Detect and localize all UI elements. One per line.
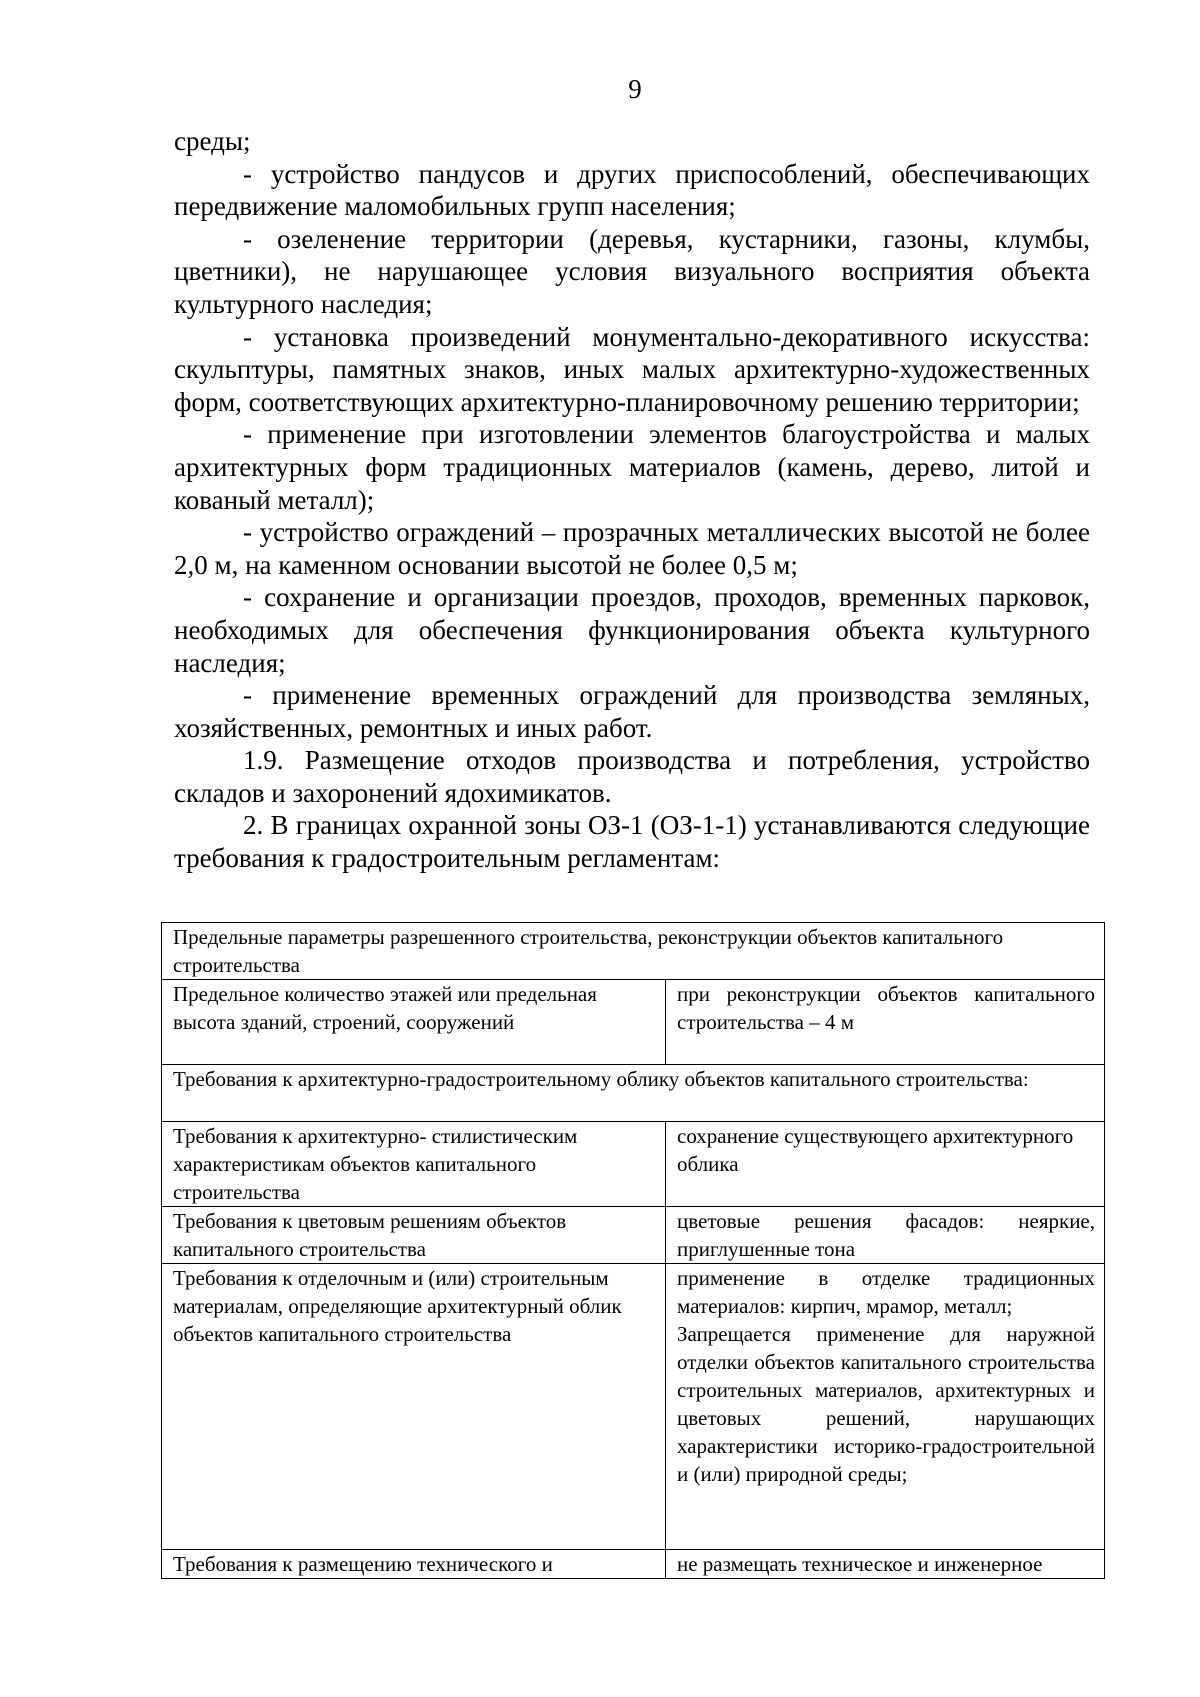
list-item-temporary-fences: - применение временных ограждений для производства земляных, хозяйственных, ремонтных и иных работ. bbox=[174, 680, 1090, 743]
list-item-greening: - озеленение территории (деревья, кустарники, газоны, клумбы, цветники), не нарушающее условия визуального восприятия объекта культурного наследия; bbox=[174, 223, 1090, 319]
table-section-header: Требования к архитектурно-градостроительному облику объектов капитального строительства: bbox=[162, 1065, 1105, 1122]
table-row bbox=[162, 1550, 1105, 1579]
materials-allowed-text: применение в отделке традиционных материалов: кирпич, мрамор, металл; bbox=[677, 1266, 1096, 1318]
list-item-monuments: - установка произведений монументально-декоративного искусства: скульптуры, памятных знаков, иных малых архитектурно-художественных форм, соответствующих архитектурно-планировочному решению территории; bbox=[174, 321, 1090, 417]
table-row bbox=[162, 1207, 1105, 1264]
table-row bbox=[162, 980, 1105, 1065]
table-cell-value: цветовые решения фасадов: неяркие, приглушенные тона bbox=[666, 1207, 1105, 1264]
table-cell-label: Требования к отделочным и (или) строительным материалам, определяющие архитектурный облик объектов капитального строительства bbox=[162, 1264, 666, 1550]
table-cell-value bbox=[666, 1264, 1105, 1550]
table-cell-value: при реконструкции объектов капитального строительства – 4 м bbox=[666, 980, 1105, 1065]
table-cell-label: Требования к цветовым решениям объектов капитального строительства bbox=[162, 1207, 666, 1264]
table-cell-value: не размещать техническое и инженерное bbox=[666, 1550, 1105, 1579]
page-number: 9 bbox=[628, 74, 642, 104]
table-row bbox=[162, 1264, 1105, 1550]
table-row bbox=[162, 1122, 1105, 1207]
list-item-fences: - устройство ограждений – прозрачных металлических высотой не более 2,0 м, на каменном основании высотой не более 0,5 м; bbox=[174, 517, 1090, 580]
clause-2: 2. В границах охранной зоны ОЗ-1 (ОЗ-1-1) устанавливаются следующие требования к градостроительным регламентам: bbox=[174, 810, 1090, 874]
clause-1-9: 1.9. Размещение отходов производства и потребления, устройство складов и захоронений ядохимикатов. bbox=[174, 745, 1090, 808]
table-section-header: Предельные параметры разрешенного строительства, реконструкции объектов капитального строительства bbox=[162, 923, 1105, 980]
regulations-table bbox=[161, 922, 1105, 1579]
paragraph-continuation: среды; bbox=[174, 126, 251, 156]
table-cell-label: Требования к размещению технического и bbox=[162, 1550, 666, 1579]
list-item-materials: - применение при изготовлении элементов благоустройства и малых архитектурных форм традиционных материалов (камень, дерево, литой и кованый металл); bbox=[174, 419, 1090, 515]
table-row bbox=[162, 1065, 1105, 1122]
list-item-driveways: - сохранение и организации проездов, проходов, временных парковок, необходимых для обеспечения функционирования объекта культурного наследия; bbox=[174, 582, 1090, 678]
list-item-ramps: - устройство пандусов и других приспособлений, обеспечивающих передвижение маломобильных групп населения; bbox=[174, 158, 1090, 222]
table-row bbox=[162, 923, 1105, 980]
table-cell-label: Требования к архитектурно- стилистическим характеристикам объектов капитального строительства bbox=[162, 1122, 666, 1207]
table-cell-label: Предельное количество этажей или предельная высота зданий, строений, сооружений bbox=[162, 980, 666, 1065]
table-cell-value: сохранение существующего архитектурного облика bbox=[666, 1122, 1105, 1207]
body-text bbox=[174, 125, 1090, 875]
materials-prohibited-text: Запрещается применение для наружной отделки объектов капитального строительства строительных материалов, архитектурных и цветовых решений, нарушающих характеристики историко-градостроительной и (или) природной среды; bbox=[677, 1322, 1096, 1486]
